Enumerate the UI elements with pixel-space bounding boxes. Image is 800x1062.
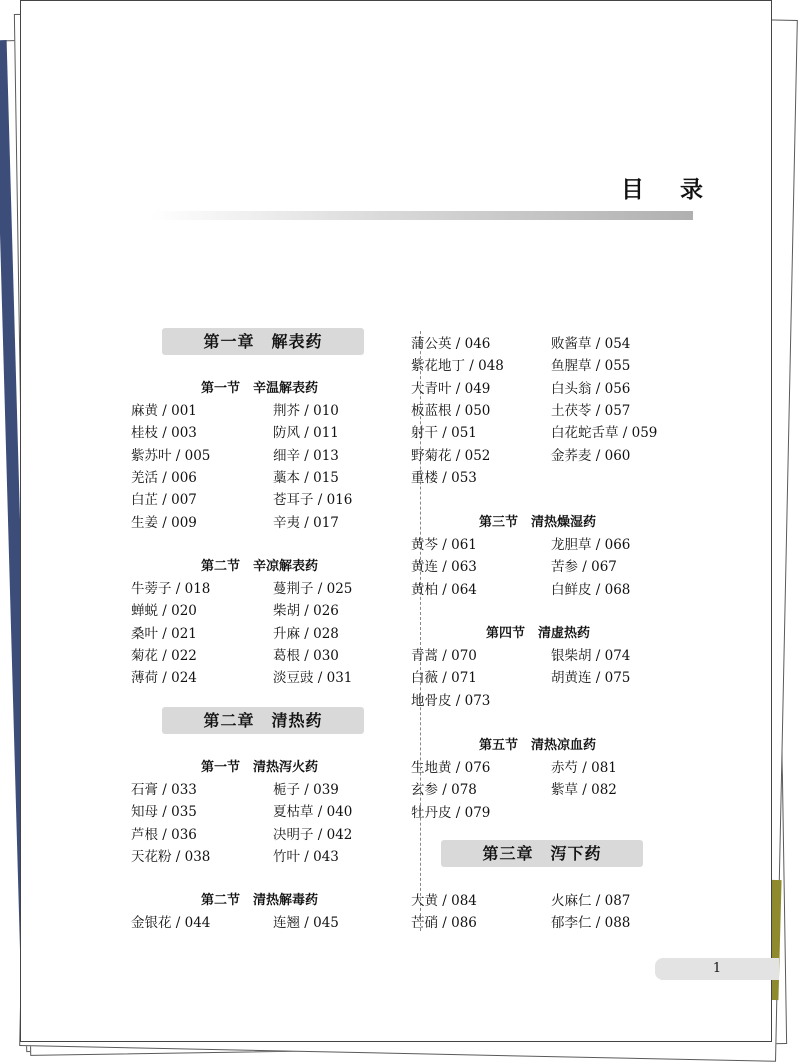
chapter-heading-3: 第三章 泻下药 (441, 840, 643, 867)
section-heading: 第四节 清虚热药 (486, 626, 591, 641)
toc-entry: 黄芩 / 061 (411, 537, 477, 553)
section-heading: 第三节 清热燥湿药 (479, 515, 597, 530)
toc-entry: 金荞麦 / 060 (551, 447, 631, 464)
toc-entry: 蝉蜕 / 020 (131, 603, 197, 620)
toc-entry: 生姜 / 009 (131, 514, 197, 531)
toc-entry: 鱼腥草 / 055 (551, 358, 631, 375)
section-heading: 第二节 辛凉解表药 (201, 559, 319, 574)
toc-entry: 苦参 / 067 (551, 559, 617, 576)
toc-entry: 赤芍 / 081 (551, 760, 617, 776)
toc-entry: 知母 / 035 (131, 804, 197, 821)
toc-entry: 柴胡 / 026 (273, 603, 339, 620)
toc-entry: 玄参 / 078 (411, 782, 477, 799)
toc-entry: 麻黄 / 001 (131, 403, 197, 419)
toc-entry: 龙胆草 / 066 (551, 537, 631, 553)
toc-entry: 石膏 / 033 (131, 782, 197, 798)
toc-entry: 牡丹皮 / 079 (411, 804, 491, 821)
toc-entry: 决明子 / 042 (273, 826, 353, 843)
section-heading: 第一节 清热泻火药 (201, 760, 319, 775)
toc-entry: 藁本 / 015 (273, 469, 339, 486)
toc-entry: 苍耳子 / 016 (273, 492, 353, 509)
toc-entry: 天花粉 / 038 (131, 848, 211, 865)
toc-entry: 荆芥 / 010 (273, 403, 339, 419)
toc-entry: 大青叶 / 049 (411, 380, 491, 397)
toc-entry: 土茯苓 / 057 (551, 402, 631, 419)
toc-entry: 羌活 / 006 (131, 469, 197, 486)
toc-entry: 白薇 / 071 (411, 670, 477, 687)
toc-entry: 紫苏叶 / 005 (131, 447, 211, 464)
toc-entry: 紫草 / 082 (551, 782, 617, 799)
toc-entry: 连翘 / 045 (273, 915, 339, 931)
toc-entry: 野菊花 / 052 (411, 447, 491, 464)
toc-entry: 防风 / 011 (273, 425, 339, 442)
toc-entry: 竹叶 / 043 (273, 848, 339, 865)
toc-entry: 白芷 / 007 (131, 492, 197, 509)
toc-entry: 葛根 / 030 (273, 647, 339, 664)
chapter-heading-1: 第一章 解表药 (162, 328, 364, 355)
toc-entry: 黄柏 / 064 (411, 581, 477, 598)
toc-entry: 辛夷 / 017 (273, 514, 339, 531)
toc-entry: 地骨皮 / 073 (411, 692, 491, 709)
toc-entry: 郁李仁 / 088 (551, 915, 631, 932)
toc-entry: 菊花 / 022 (131, 647, 197, 664)
toc-entry: 青蒿 / 070 (411, 648, 477, 664)
toc-entry: 牛蒡子 / 018 (131, 581, 211, 597)
toc-entry: 生地黄 / 076 (411, 760, 491, 776)
toc-entry: 蔓荆子 / 025 (273, 581, 353, 597)
toc-entry: 夏枯草 / 040 (273, 804, 353, 821)
section-heading: 第二节 清热解毒药 (201, 893, 319, 908)
toc-entry: 薄荷 / 024 (131, 670, 197, 687)
toc-entry: 黄连 / 063 (411, 559, 477, 576)
toc-entry: 白花蛇舌草 / 059 (551, 425, 658, 442)
toc-entry: 射干 / 051 (411, 425, 477, 442)
toc-entry: 蒲公英 / 046 (411, 336, 491, 352)
toc-entry: 重楼 / 053 (411, 469, 477, 486)
toc-entry: 芦根 / 036 (131, 826, 197, 843)
title-underline (151, 211, 693, 220)
toc-entry: 胡黄连 / 075 (551, 670, 631, 687)
page-title: 目 录 (621, 177, 718, 203)
toc-entry: 火麻仁 / 087 (551, 893, 631, 909)
section-heading: 第五节 清热凉血药 (479, 738, 597, 753)
toc-entry: 芒硝 / 086 (411, 915, 477, 932)
toc-entry: 桂枝 / 003 (131, 425, 197, 442)
toc-entry: 栀子 / 039 (273, 782, 339, 798)
toc-entry: 白鲜皮 / 068 (551, 581, 631, 598)
toc-entry: 大黄 / 084 (411, 893, 477, 909)
chapter-heading-2: 第二章 清热药 (162, 707, 364, 734)
toc-entry: 银柴胡 / 074 (551, 648, 631, 664)
toc-entry: 细辛 / 013 (273, 447, 339, 464)
toc-entry: 淡豆豉 / 031 (273, 670, 353, 687)
toc-entry: 白头翁 / 056 (551, 380, 631, 397)
toc-entry: 紫花地丁 / 048 (411, 358, 504, 375)
toc-entry: 败酱草 / 054 (551, 336, 631, 352)
page-number: 1 (655, 958, 779, 980)
toc-entry: 板蓝根 / 050 (411, 402, 491, 419)
toc-entry: 桑叶 / 021 (131, 625, 197, 642)
toc-page (20, 0, 772, 1042)
toc-entry: 金银花 / 044 (131, 915, 211, 931)
toc-entry: 升麻 / 028 (273, 625, 339, 642)
section-heading: 第一节 辛温解表药 (201, 381, 319, 396)
